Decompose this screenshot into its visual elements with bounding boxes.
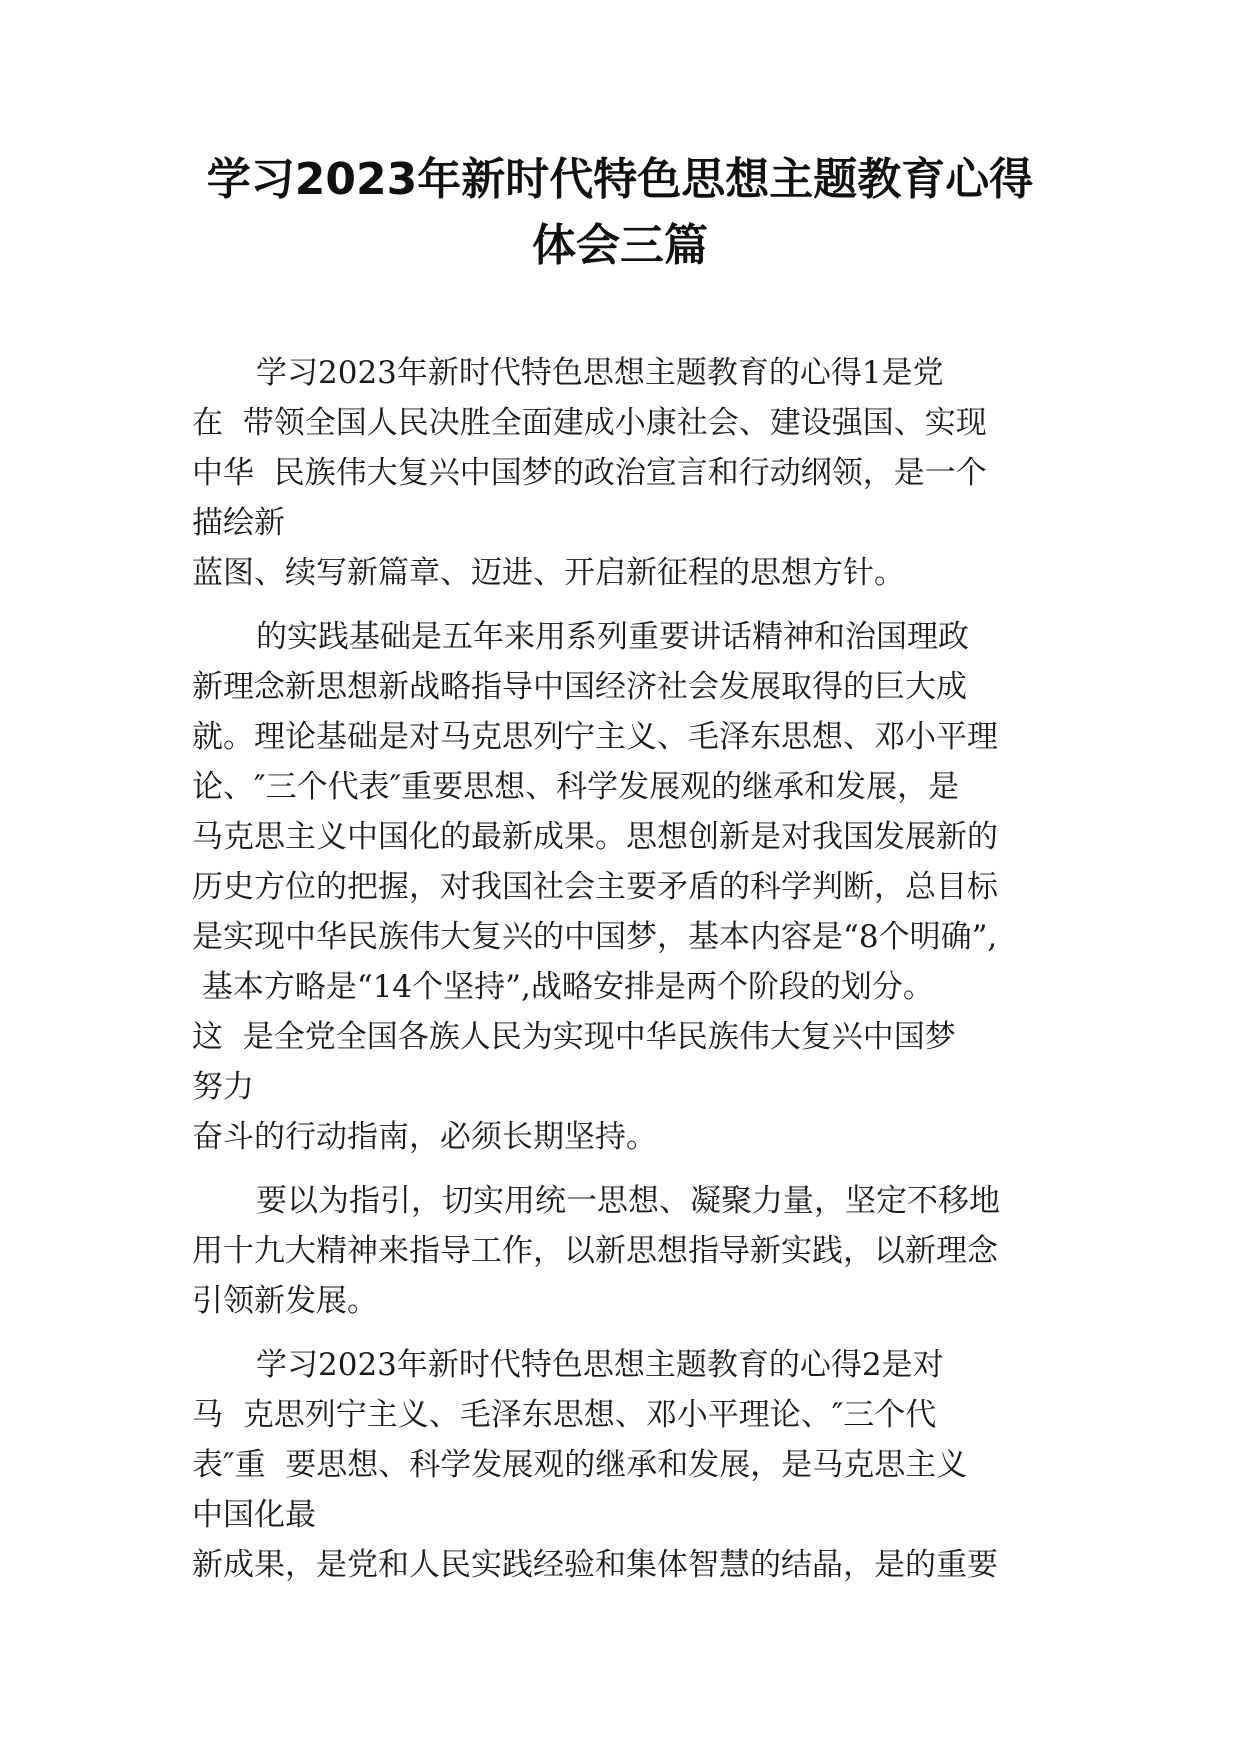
body-line: 要以为指引，切实用统一思想、凝聚力量，坚定不移地 bbox=[256, 1183, 1000, 1219]
body-line: 马 克思列宁主义、毛泽东思想、邓小平理论、″三个代 bbox=[192, 1397, 937, 1433]
body-line: 马克思主义中国化的最新成果。思想创新是对我国发展新的 bbox=[192, 819, 998, 855]
body-line: 学习2023年新时代特色思想主题教育的心得2是对 bbox=[256, 1347, 944, 1383]
document-body bbox=[192, 348, 1072, 1590]
body-line: 历史方位的把握，对我国社会主要矛盾的科学判断，总目标 bbox=[192, 869, 998, 905]
body-line: 这 是全党全国各族人民为实现中华民族伟大复兴中国梦 bbox=[192, 1019, 956, 1055]
body-line: 在 带领全国人民决胜全面建成小康社会、建设强国、实现 bbox=[192, 405, 987, 441]
body-line: 的实践基础是五年来用系列重要讲话精神和治国理政 bbox=[256, 619, 969, 655]
body-line: 论、″三个代表″重要思想、科学发展观的继承和发展，是 bbox=[192, 769, 960, 805]
body-line: 学习2023年新时代特色思想主题教育的心得1是党 bbox=[256, 355, 944, 391]
body-line: 中华 民族伟大复兴中国梦的政治宣言和行动纲领，是一个 bbox=[192, 455, 987, 491]
body-line: 用十九大精神来指导工作，以新思想指导新实践，以新理念 bbox=[192, 1233, 998, 1269]
body-line: 奋斗的行动指南，必须长期坚持。 bbox=[192, 1119, 657, 1155]
body-line: 新理念新思想新战略指导中国经济社会发展取得的巨大成 bbox=[192, 669, 967, 705]
body-line: 是实现中华民族伟大复兴的中国梦，基本内容是“8个明确”, bbox=[192, 919, 998, 955]
body-line: 新成果，是党和人民实践经验和集体智慧的结晶，是的重要 bbox=[192, 1547, 998, 1583]
body-line: 就。理论基础是对马克思列宁主义、毛泽东思想、邓小平理 bbox=[192, 719, 998, 755]
body-line: 描绘新 bbox=[192, 505, 285, 541]
document-title-line-1: 学习2023年新时代特色思想主题教育心得 bbox=[206, 154, 1034, 205]
body-line: 表″重 要思想、科学发展观的继承和发展，是马克思主义 bbox=[192, 1447, 968, 1483]
document-title-line-2: 体会三篇 bbox=[532, 220, 708, 271]
body-line: 基本方略是“14个坚持”,战略安排是两个阶段的划分。 bbox=[192, 969, 934, 1005]
body-line: 引领新发展。 bbox=[192, 1283, 378, 1319]
body-line: 努力 bbox=[192, 1069, 254, 1105]
body-line: 中国化最 bbox=[192, 1497, 316, 1533]
body-line: 蓝图、续写新篇章、迈进、开启新征程的思想方针。 bbox=[192, 555, 905, 591]
